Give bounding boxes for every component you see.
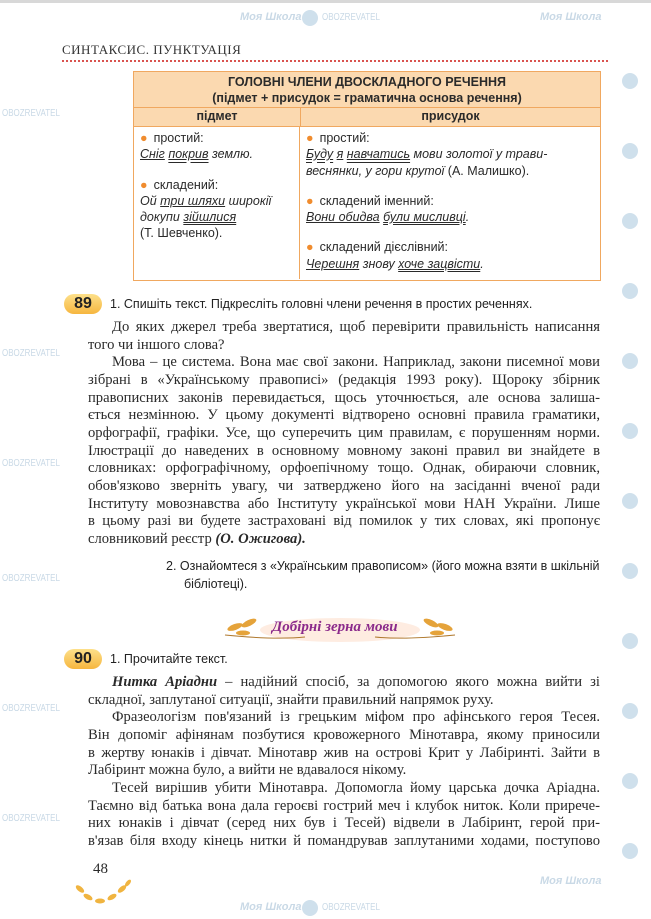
col-header-predicate: присудок bbox=[421, 109, 480, 123]
ex89-task2 bbox=[166, 558, 600, 593]
watermark-brand: OBOZREVATEL bbox=[2, 703, 60, 714]
table-header-row bbox=[134, 108, 600, 127]
spacer bbox=[306, 179, 594, 193]
example-text: веснянки, у гори крутої bbox=[306, 163, 445, 178]
text-line: Таємно від батька вона дала героєві гострий меч і клубок ниток. Коли прирече- bbox=[88, 797, 600, 814]
predicate-word: покрив bbox=[168, 147, 209, 162]
example-line bbox=[140, 225, 293, 241]
ex90-text bbox=[88, 674, 600, 851]
watermark-logo-icon bbox=[622, 493, 638, 509]
text-line: правописних законів перевидається, щось уточнюється, але основа залиша- bbox=[88, 389, 600, 406]
watermark-logo-icon bbox=[622, 633, 638, 649]
watermark-logo-icon bbox=[622, 773, 638, 789]
watermark-logo-icon bbox=[302, 10, 318, 26]
main-parts-table bbox=[133, 71, 601, 281]
example-text: широкії bbox=[225, 193, 272, 208]
watermark-brand: OBOZREVATEL bbox=[322, 902, 380, 913]
page-number: 48 bbox=[93, 861, 108, 877]
watermark-logo-icon bbox=[622, 703, 638, 719]
text-line: Тесей вирішив убити Мінотавра. Допомогла йому царська дочка Аріадна. bbox=[112, 779, 600, 796]
ex90-task1: 1. Прочитайте текст. bbox=[110, 652, 228, 666]
text-line: Фразеологізм пов'язаний із грецьким міфом про афінського героя Тесея. bbox=[112, 709, 600, 726]
predicate-word: зійшлися bbox=[183, 210, 237, 225]
watermark-logo-icon bbox=[622, 283, 638, 299]
watermark-logo-icon bbox=[302, 900, 318, 916]
spacer bbox=[140, 163, 293, 177]
source-author: (О. Ожигова). bbox=[215, 530, 306, 547]
example-line bbox=[306, 256, 594, 272]
text-line: того чи іншого слова? bbox=[88, 336, 225, 353]
table-body bbox=[134, 127, 600, 279]
table-subtitle: (підмет + присудок = граматична основа речення) bbox=[212, 91, 522, 105]
example-text: Ой bbox=[140, 193, 161, 208]
watermark-brand: OBOZREVATEL bbox=[2, 458, 60, 469]
text-line: зібрані в «Українському правописі» (редакція 1993 року). Щороку збірник bbox=[88, 371, 600, 388]
subject-word: я bbox=[336, 147, 344, 162]
subject-cell bbox=[134, 127, 300, 279]
subject-word: три шляхи bbox=[160, 193, 226, 208]
text-line: обов'язково зверніть увагу, чи затверджено його на засіданні вченої ради bbox=[88, 477, 600, 494]
type-label bbox=[306, 239, 594, 255]
watermark-logo-icon bbox=[622, 563, 638, 579]
watermark-logo-icon bbox=[622, 143, 638, 159]
type-label bbox=[140, 130, 293, 146]
example-line bbox=[140, 146, 293, 162]
type-label-text: складений: bbox=[153, 177, 219, 192]
exercise-number-90: 90 bbox=[64, 649, 102, 669]
type-label-text: складений іменний: bbox=[319, 193, 434, 208]
ex89-text bbox=[88, 319, 600, 549]
running-head-rule bbox=[62, 60, 608, 62]
type-label bbox=[140, 177, 293, 193]
author-note: (А. Малишко). bbox=[444, 163, 530, 178]
bullet-icon: ● bbox=[306, 240, 314, 255]
watermark-logo-icon bbox=[622, 213, 638, 229]
subject-word: Вони обидва bbox=[306, 210, 380, 225]
text-line: словниковий реєстр (О. Ожигова). bbox=[88, 530, 306, 547]
example-text: . bbox=[465, 210, 470, 225]
table-title: ГОЛОВНІ ЧЛЕНИ ДВОСКЛАДНОГО РЕЧЕННЯ bbox=[227, 75, 507, 89]
wheat-page-ornament-icon bbox=[72, 879, 134, 909]
running-head: СИНТАКСИС. ПУНКТУАЦІЯ bbox=[62, 42, 242, 57]
text-line: Ілюстрації до наведених в основному мовному законі правил ви знайдете в bbox=[88, 442, 600, 459]
example-line bbox=[140, 193, 293, 209]
type-label-text: простий: bbox=[319, 131, 370, 145]
example-line bbox=[306, 146, 594, 162]
text-line: в жертву юнаків і дівчат. Мінотавр жив на острові Крит у Лабіринті. Зайти в bbox=[88, 744, 600, 761]
watermark-brand: OBOZREVATEL bbox=[322, 12, 380, 23]
ex89-task1: 1. Спишіть текст. Підкресліть головні члени речення в простих реченнях. bbox=[110, 297, 533, 311]
watermark-logo-icon bbox=[622, 73, 638, 89]
watermark-school: Моя Школа bbox=[540, 11, 602, 23]
watermark-logo-icon bbox=[622, 423, 638, 439]
watermark-brand: OBOZREVATEL bbox=[2, 348, 60, 359]
watermark-logo-icon bbox=[622, 843, 638, 859]
text-line: Він допоміг афінянам позбутися кровожерного Мінотавра, якому приносили bbox=[88, 726, 600, 743]
watermark-brand: OBOZREVATEL bbox=[2, 813, 60, 824]
ex89-task2-line: бібліотеці). bbox=[184, 576, 248, 591]
example-line bbox=[140, 209, 293, 225]
exercise-number-89: 89 bbox=[64, 294, 102, 314]
text-line: Нитка Аріадни – надійний спосіб, за допомогою якого можна вийти зі bbox=[112, 674, 600, 690]
example-line bbox=[306, 163, 594, 179]
col-header-subject: підмет bbox=[134, 108, 301, 126]
watermark-school: Моя Школа bbox=[540, 875, 602, 887]
subject-word: Сніг bbox=[140, 147, 165, 162]
example-text: землю. bbox=[208, 147, 253, 162]
type-label bbox=[306, 193, 594, 209]
watermark-brand: OBOZREVATEL bbox=[2, 108, 60, 119]
bullet-icon: ● bbox=[306, 193, 314, 208]
bullet-icon: ● bbox=[140, 177, 148, 192]
watermark-brand: OBOZREVATEL bbox=[2, 573, 60, 584]
bullet-icon: ● bbox=[306, 131, 314, 145]
watermark-school: Моя Школа bbox=[240, 901, 302, 913]
text-line: в цьому разі ви будете застраховані від помилок у тих словах, які пропонує bbox=[88, 513, 600, 530]
predicate-cell bbox=[300, 127, 600, 279]
text-line: орфографії, графіки. Усе, що суперечить цим правилам, є порушенням норми. bbox=[88, 424, 600, 441]
type-label bbox=[306, 130, 594, 146]
example-text: мови золотої у трави- bbox=[410, 147, 548, 162]
text-line: До яких джерел треба звертатися, щоб перевірити правильність написання bbox=[112, 319, 600, 335]
text-line: Мова – це система. Вона має свої закони. Наприклад, закони писемної мови bbox=[112, 354, 600, 371]
spacer bbox=[306, 225, 594, 239]
watermark-school: Моя Школа bbox=[240, 11, 302, 23]
predicate-word: Буду bbox=[306, 147, 334, 162]
idiom-term: Нитка Аріадни bbox=[112, 674, 218, 690]
text-line: Інституту мовознавства або Інституту української мови НАН України. Лише bbox=[88, 495, 600, 512]
example-line bbox=[306, 209, 594, 225]
text-line: них юнаків і дівчат (серед них був і Тесей) відвели в Лабіринт, герой при- bbox=[88, 815, 600, 832]
text-line: Лабіринт можна було, а вийти не вдавалося нікому. bbox=[88, 762, 407, 779]
ex89-task2-line: 2. Ознайомтеся з «Українським правописом» (його можна взяти в шкільній bbox=[166, 559, 600, 573]
watermark-logo-icon bbox=[622, 353, 638, 369]
bullet-icon: ● bbox=[140, 131, 148, 145]
text-line: в'язав біля входу кінець нитки й помандрував заплутаними ходами, поступово bbox=[88, 832, 600, 849]
table-title-block bbox=[134, 72, 600, 108]
predicate-word: хоче зацвісти bbox=[398, 256, 481, 271]
subject-word: Черешня bbox=[306, 256, 360, 271]
type-label-text: складений дієслівний: bbox=[319, 240, 449, 255]
type-label-text: простий: bbox=[153, 131, 204, 145]
text-line: ється незмінною. У цьому документі відтворено основні правила граматики, bbox=[88, 407, 600, 424]
example-text: докупи bbox=[140, 210, 184, 225]
author-note: (Т. Шевченко). bbox=[140, 226, 223, 241]
example-text: знову bbox=[359, 256, 399, 271]
predicate-word: навчатись bbox=[346, 147, 411, 162]
text-line: словниках: орфографічному, орфоепічному тощо. Однак, обираючи словник, bbox=[88, 460, 600, 477]
predicate-word: були мисливці bbox=[383, 210, 466, 225]
example-text: . bbox=[480, 256, 484, 271]
section-title: Добірні зерна мови bbox=[272, 619, 398, 635]
text-line: складної, заплутаної ситуації, знайти правильний напрямок руху. bbox=[88, 691, 494, 708]
